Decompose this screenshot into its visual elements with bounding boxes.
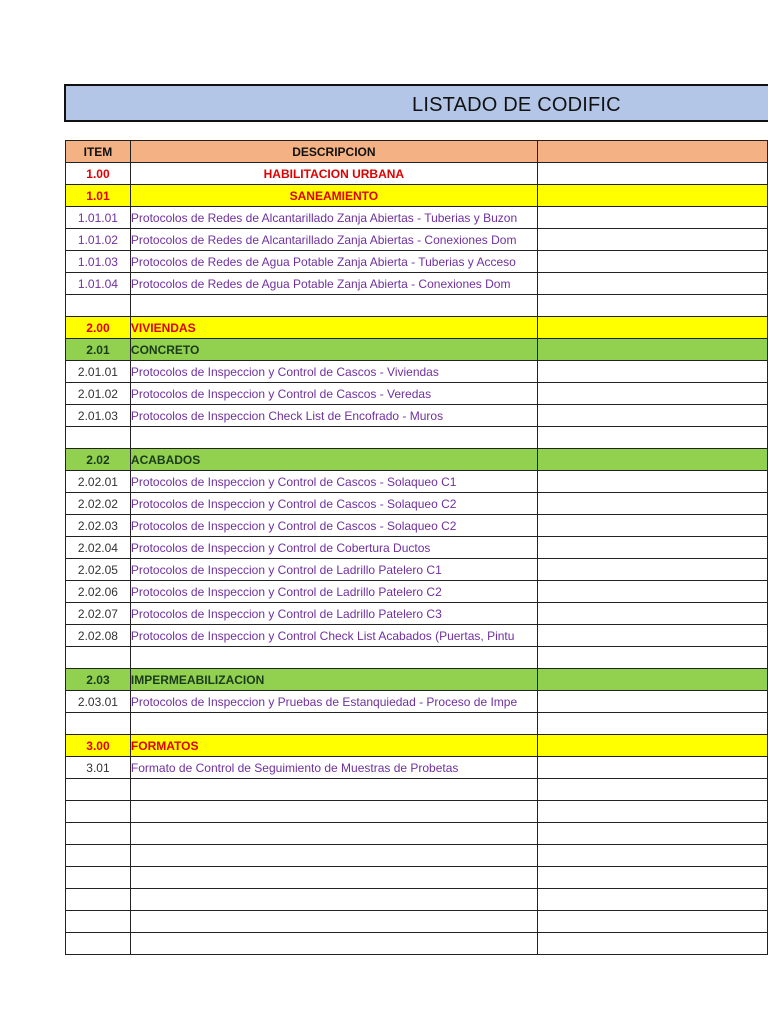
- description-cell[interactable]: Protocolos de Inspeccion y Control de Ladrillo Patelero C2: [130, 581, 537, 603]
- extension-cell: [537, 449, 767, 471]
- description-cell[interactable]: Formato de Control de Seguimiento de Muestras de Probetas: [130, 757, 537, 779]
- extension-cell: [537, 383, 767, 405]
- table-row: [66, 933, 768, 955]
- description-cell[interactable]: Protocolos de Redes de Alcantarillado Zanja Abiertas - Conexiones Dom: [130, 229, 537, 251]
- description-cell[interactable]: Protocolos de Inspeccion Check List de Encofrado - Muros: [130, 405, 537, 427]
- header-item[interactable]: ITEM: [66, 141, 131, 163]
- table-row: [66, 339, 768, 361]
- item-cell[interactable]: 1.01: [66, 185, 131, 207]
- description-cell[interactable]: VIVIENDAS: [130, 317, 537, 339]
- table-row: [66, 867, 768, 889]
- description-cell[interactable]: Protocolos de Inspeccion y Control de Cascos - Solaqueo C2: [130, 515, 537, 537]
- table-row: [66, 185, 768, 207]
- item-cell[interactable]: 2.02.07: [66, 603, 131, 625]
- page-title: LISTADO DE CODIFIC: [412, 94, 621, 116]
- table-row: [66, 383, 768, 405]
- title-banner: [64, 84, 768, 122]
- extension-cell: [537, 713, 767, 735]
- extension-cell: [537, 427, 767, 449]
- item-cell[interactable]: 2.02: [66, 449, 131, 471]
- extension-cell: [537, 515, 767, 537]
- description-cell[interactable]: [130, 713, 537, 735]
- item-cell[interactable]: 2.02.04: [66, 537, 131, 559]
- description-cell[interactable]: [130, 779, 537, 801]
- table-row: [66, 361, 768, 383]
- item-cell[interactable]: [66, 911, 131, 933]
- item-cell[interactable]: [66, 779, 131, 801]
- extension-cell: [537, 317, 767, 339]
- extension-cell: [537, 559, 767, 581]
- extension-cell: [537, 779, 767, 801]
- table-row: [66, 889, 768, 911]
- description-cell[interactable]: ACABADOS: [130, 449, 537, 471]
- description-cell[interactable]: Protocolos de Inspeccion y Control Check List Acabados (Puertas, Pintu: [130, 625, 537, 647]
- table-row: [66, 911, 768, 933]
- extension-cell: [537, 735, 767, 757]
- description-cell[interactable]: SANEAMIENTO: [130, 185, 537, 207]
- item-cell[interactable]: 3.00: [66, 735, 131, 757]
- item-cell[interactable]: 2.01.01: [66, 361, 131, 383]
- description-cell[interactable]: [130, 823, 537, 845]
- title-clip: [66, 86, 621, 120]
- item-cell[interactable]: 2.02.05: [66, 559, 131, 581]
- description-cell[interactable]: Protocolos de Inspeccion y Control de Cascos - Solaqueo C2: [130, 493, 537, 515]
- extension-cell: [537, 889, 767, 911]
- description-cell[interactable]: Protocolos de Inspeccion y Pruebas de Estanquiedad - Proceso de Impe: [130, 691, 537, 713]
- table-row: [66, 779, 768, 801]
- description-cell[interactable]: FORMATOS: [130, 735, 537, 757]
- extension-cell: [537, 647, 767, 669]
- description-cell[interactable]: HABILITACION URBANA: [130, 163, 537, 185]
- table-row: [66, 515, 768, 537]
- table-row: [66, 471, 768, 493]
- description-cell[interactable]: [130, 801, 537, 823]
- extension-cell: [537, 163, 767, 185]
- item-cell[interactable]: [66, 867, 131, 889]
- table-row: [66, 559, 768, 581]
- extension-cell: [537, 229, 767, 251]
- table-row: [66, 207, 768, 229]
- table-row: [66, 801, 768, 823]
- item-cell[interactable]: [66, 889, 131, 911]
- extension-cell: [537, 273, 767, 295]
- table-row: [66, 581, 768, 603]
- item-cell[interactable]: [66, 713, 131, 735]
- item-cell[interactable]: 2.01.03: [66, 405, 131, 427]
- extension-cell: [537, 207, 767, 229]
- item-cell[interactable]: 1.01.04: [66, 273, 131, 295]
- table-row: [66, 625, 768, 647]
- header-extension: [537, 141, 767, 163]
- description-cell[interactable]: [130, 889, 537, 911]
- description-cell[interactable]: [130, 933, 537, 955]
- description-cell[interactable]: [130, 845, 537, 867]
- table-row: [66, 295, 768, 317]
- description-cell[interactable]: Protocolos de Redes de Agua Potable Zanja Abierta - Conexiones Dom: [130, 273, 537, 295]
- item-cell[interactable]: [66, 295, 131, 317]
- table-row: [66, 713, 768, 735]
- extension-cell: [537, 845, 767, 867]
- description-cell[interactable]: [130, 295, 537, 317]
- item-cell[interactable]: [66, 801, 131, 823]
- description-cell[interactable]: Protocolos de Inspeccion y Control de Ladrillo Patelero C1: [130, 559, 537, 581]
- extension-cell: [537, 603, 767, 625]
- extension-cell: [537, 339, 767, 361]
- extension-cell: [537, 691, 767, 713]
- description-cell[interactable]: Protocolos de Inspeccion y Control de Cascos - Veredas: [130, 383, 537, 405]
- table-row: [66, 229, 768, 251]
- description-cell[interactable]: Protocolos de Redes de Alcantarillado Zanja Abiertas - Tuberias y Buzon: [130, 207, 537, 229]
- item-cell[interactable]: 2.00: [66, 317, 131, 339]
- item-cell[interactable]: 2.02.08: [66, 625, 131, 647]
- description-cell[interactable]: Protocolos de Inspeccion y Control de Cascos - Solaqueo C1: [130, 471, 537, 493]
- table-row: [66, 251, 768, 273]
- item-cell[interactable]: [66, 845, 131, 867]
- description-cell[interactable]: [130, 427, 537, 449]
- item-cell[interactable]: [66, 933, 131, 955]
- extension-cell: [537, 911, 767, 933]
- item-cell[interactable]: 1.00: [66, 163, 131, 185]
- item-cell[interactable]: 1.01.02: [66, 229, 131, 251]
- item-cell[interactable]: 1.01.03: [66, 251, 131, 273]
- item-cell[interactable]: 3.01: [66, 757, 131, 779]
- extension-cell: [537, 537, 767, 559]
- table-row: [66, 317, 768, 339]
- table-row: [66, 449, 768, 471]
- table-body: [66, 141, 768, 955]
- description-cell[interactable]: Protocolos de Inspeccion y Control de Cascos - Viviendas: [130, 361, 537, 383]
- item-cell[interactable]: 1.01.01: [66, 207, 131, 229]
- extension-cell: [537, 867, 767, 889]
- item-cell[interactable]: 2.03.01: [66, 691, 131, 713]
- table-row: [66, 647, 768, 669]
- description-cell[interactable]: IMPERMEABILIZACION: [130, 669, 537, 691]
- item-cell[interactable]: [66, 647, 131, 669]
- item-cell[interactable]: 2.02.02: [66, 493, 131, 515]
- description-cell[interactable]: [130, 911, 537, 933]
- table-row: [66, 273, 768, 295]
- extension-cell: [537, 581, 767, 603]
- table-row: [66, 537, 768, 559]
- extension-cell: [537, 933, 767, 955]
- item-cell[interactable]: [66, 427, 131, 449]
- table-row: [66, 493, 768, 515]
- table-row: [66, 735, 768, 757]
- description-cell[interactable]: Protocolos de Redes de Agua Potable Zanja Abierta - Tuberias y Acceso: [130, 251, 537, 273]
- extension-cell: [537, 801, 767, 823]
- extension-cell: [537, 185, 767, 207]
- item-cell[interactable]: 2.01.02: [66, 383, 131, 405]
- item-cell[interactable]: 2.02.03: [66, 515, 131, 537]
- table-row: [66, 427, 768, 449]
- table-row: [66, 163, 768, 185]
- extension-cell: [537, 251, 767, 273]
- extension-cell: [537, 361, 767, 383]
- description-cell[interactable]: Protocolos de Inspeccion y Control de Cobertura Ductos: [130, 537, 537, 559]
- item-cell[interactable]: 2.03: [66, 669, 131, 691]
- header-descripcion[interactable]: DESCRIPCION: [130, 141, 537, 163]
- item-cell[interactable]: 2.02.06: [66, 581, 131, 603]
- extension-cell: [537, 625, 767, 647]
- extension-cell: [537, 405, 767, 427]
- table-row: [66, 669, 768, 691]
- table-row: [66, 691, 768, 713]
- item-cell[interactable]: 2.01: [66, 339, 131, 361]
- table-row: [66, 405, 768, 427]
- description-cell[interactable]: Protocolos de Inspeccion y Control de Ladrillo Patelero C3: [130, 603, 537, 625]
- item-cell[interactable]: 2.02.01: [66, 471, 131, 493]
- description-cell[interactable]: [130, 867, 537, 889]
- extension-cell: [537, 471, 767, 493]
- item-cell[interactable]: [66, 823, 131, 845]
- extension-cell: [537, 669, 767, 691]
- description-cell[interactable]: CONCRETO: [130, 339, 537, 361]
- codification-table: [65, 140, 768, 955]
- table-row: [66, 757, 768, 779]
- extension-cell: [537, 757, 767, 779]
- table-header-row: [66, 141, 768, 163]
- table-row: [66, 845, 768, 867]
- extension-cell: [537, 823, 767, 845]
- table-row: [66, 603, 768, 625]
- table-row: [66, 823, 768, 845]
- extension-cell: [537, 493, 767, 515]
- extension-cell: [537, 295, 767, 317]
- description-cell[interactable]: [130, 647, 537, 669]
